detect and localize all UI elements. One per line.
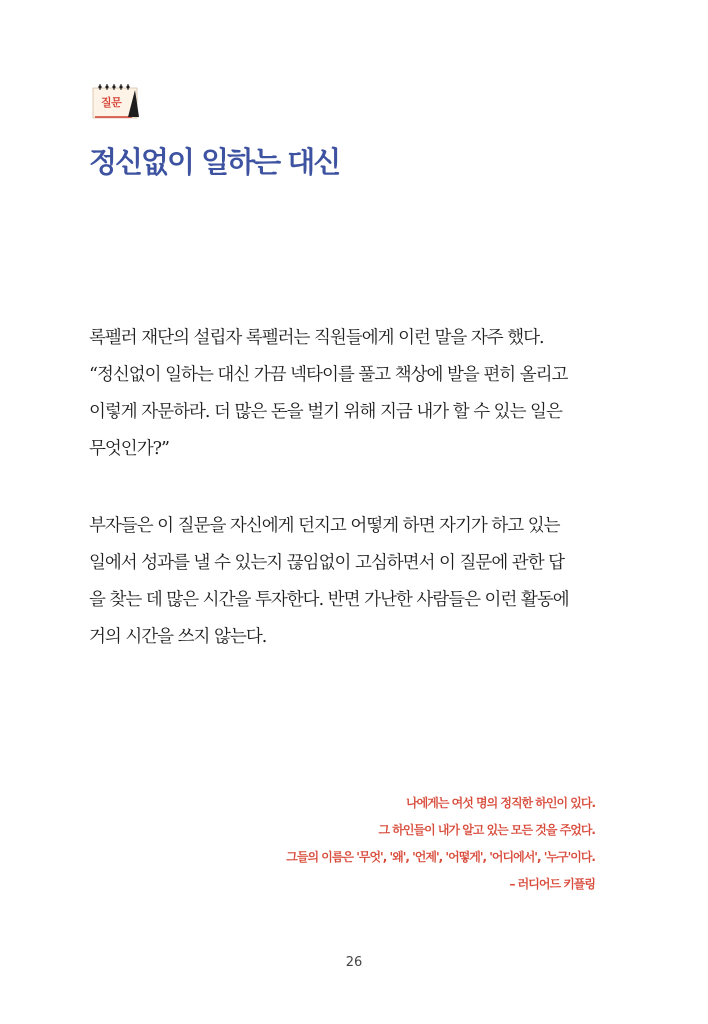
paragraph-line: 일에서 성과를 낼 수 있는지 끊임없이 고심하면서 이 질문에 관한 답	[89, 553, 565, 573]
paragraph-line: 무엇인가?”	[89, 439, 169, 459]
quote-line: 나에게는 여섯 명의 정직한 하인이 있다.	[406, 796, 595, 810]
paragraph-line: 이렇게 자문하라. 더 많은 돈을 벌기 위해 지금 내가 할 수 있는 일은	[89, 402, 562, 422]
body-paragraph-2	[89, 508, 629, 656]
paragraph-line: “정신없이 일하는 대신 가끔 넥타이를 풀고 책상에 발을 편히 올리고	[89, 365, 568, 385]
body-paragraph-1	[89, 320, 629, 468]
page-number: 26	[345, 955, 363, 970]
tag-label: 질문	[101, 96, 122, 109]
quote-line: 그들의 이름은 '무엇', '왜', '언제', '어떻게', '어디에서', '누구'이다.	[286, 850, 595, 864]
paragraph-line: 부자들은 이 질문을 자신에게 던지고 어떻게 하면 자기가 하고 있는	[89, 516, 560, 536]
paragraph-line: 거의 시간을 쓰지 않는다.	[89, 627, 267, 647]
page-title: 정신없이 일하는 대신	[89, 145, 340, 179]
paragraph-line: 록펠러 재단의 설립자 록펠러는 직원들에게 이런 말을 자주 했다.	[89, 328, 544, 348]
quote-line: 그 하인들이 내가 알고 있는 모든 것을 주었다.	[378, 823, 595, 837]
epigraph-quote	[286, 790, 595, 898]
question-tag	[92, 82, 140, 120]
quote-attribution: – 러디어드 키플링	[509, 877, 595, 891]
paragraph-line: 을 찾는 데 많은 시간을 투자한다. 반면 가난한 사람들은 이런 활동에	[89, 590, 569, 610]
